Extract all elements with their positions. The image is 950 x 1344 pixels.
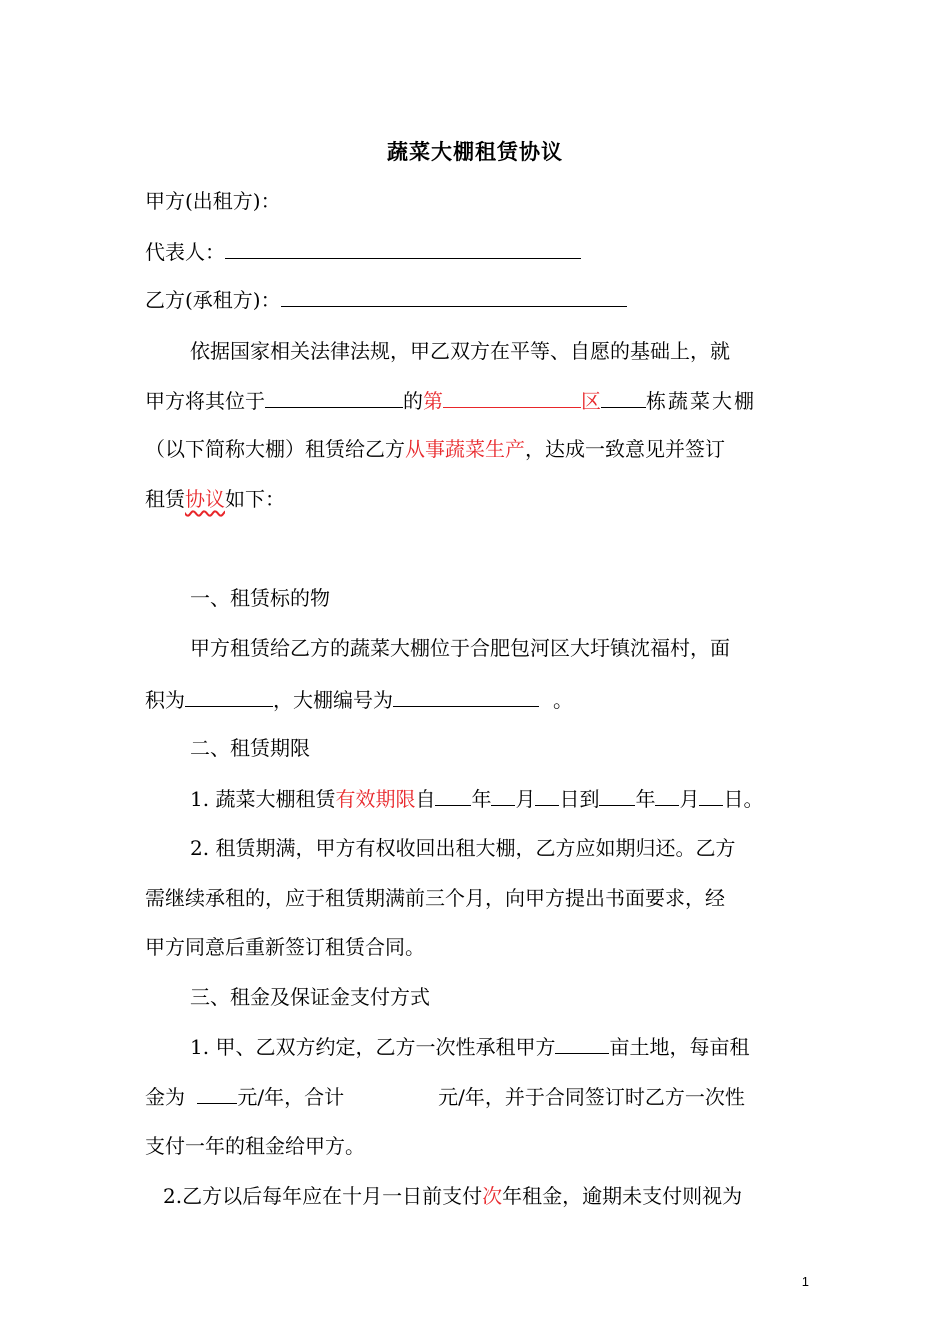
- greenhouse-number-blank[interactable]: [393, 684, 539, 707]
- end-year-label: 年: [635, 787, 656, 811]
- section-2-item-2-line-3: 甲方同意后重新签订租赁合同。: [145, 935, 425, 959]
- section-1-line-1: 甲方租赁给乙方的蔬菜大棚位于合肥包河区大圩镇沈福村，面: [190, 636, 730, 660]
- intro-line-1: 依据国家相关法律法规，甲乙双方在平等、自愿的基础上，就: [190, 339, 730, 363]
- party-b-label: 乙方(承租方)：: [145, 288, 281, 312]
- representative-blank[interactable]: [225, 236, 581, 259]
- intro-agreement-word: 协议: [185, 487, 225, 511]
- end-day-blank[interactable]: [699, 783, 723, 806]
- intro-of: 的: [403, 389, 423, 413]
- intro-zone-prefix: 第: [423, 389, 443, 413]
- end-month-blank[interactable]: [655, 783, 679, 806]
- rent-per-mu-label: 金为: [145, 1085, 192, 1109]
- end-year-blank[interactable]: [599, 783, 635, 806]
- rent-per-mu-blank[interactable]: [197, 1081, 237, 1104]
- annual-rent-next: 次: [482, 1184, 503, 1208]
- rent-payment-terms: 元/年，并于合同签订时乙方一次性: [438, 1085, 745, 1109]
- end-day-label: 日。: [723, 787, 764, 811]
- start-day-blank[interactable]: [535, 783, 559, 806]
- intro-line-3c: ，达成一致意见并签订: [525, 437, 725, 461]
- area-label: 积为: [145, 688, 185, 712]
- location-blank[interactable]: [265, 385, 403, 408]
- acreage-blank[interactable]: [555, 1031, 609, 1054]
- section-2-item-1: [145, 783, 815, 814]
- start-year-blank[interactable]: [435, 783, 471, 806]
- intro-line-3: [145, 434, 815, 464]
- annual-rent-intro: 2.乙方以后每年应在十月一日前支付: [163, 1184, 483, 1208]
- section-2-heading: 二、租赁期限: [190, 736, 310, 760]
- party-b-blank[interactable]: [281, 284, 627, 307]
- section-3-item-2-line-1: [145, 1181, 815, 1211]
- intro-line-4: [145, 484, 815, 514]
- term-label: 1. 蔬菜大棚租赁: [190, 787, 336, 811]
- rent-total-label: 元/年，合计: [237, 1085, 345, 1109]
- start-month-label: 月: [515, 787, 536, 811]
- page-title: 蔬菜大棚租赁协议: [387, 139, 563, 164]
- intro-purpose: 从事蔬菜生产: [405, 437, 525, 461]
- section-3-item-1-line-2: [145, 1081, 815, 1112]
- annual-rent-terms: 年租金，逾期未支付则视为: [502, 1184, 743, 1208]
- intro-line-2: [145, 385, 815, 416]
- start-year-label: 年: [471, 787, 492, 811]
- term-from: 自: [415, 787, 436, 811]
- section-2-item-2-line-1: 2. 租赁期满，甲方有权收回出租大棚，乙方应如期归还。乙方: [190, 836, 736, 860]
- party-b-line: [145, 284, 815, 315]
- zone-blank[interactable]: [443, 385, 581, 408]
- section-3-heading: 三、租金及保证金支付方式: [190, 985, 430, 1009]
- intro-line-4a: 租赁: [145, 487, 185, 511]
- building-blank[interactable]: [601, 385, 646, 408]
- party-a-label: 甲方(出租方)：: [145, 189, 281, 213]
- section-3-item-1-line-3: 支付一年的租金给甲方。: [145, 1134, 365, 1158]
- rent-intro: 1. 甲、乙双方约定，乙方一次性承租甲方: [190, 1035, 556, 1059]
- section-1-period: 。: [553, 688, 573, 712]
- greenhouse-number-label: ，大棚编号为: [273, 688, 393, 712]
- end-month-label: 月: [679, 787, 700, 811]
- intro-building-label: 栋蔬菜大棚: [646, 389, 756, 413]
- intro-line-3a: （以下简称大棚）租赁给乙方: [145, 437, 405, 461]
- section-1-heading: 一、租赁标的物: [190, 586, 330, 610]
- term-validity: 有效期限: [335, 787, 416, 811]
- intro-zone-suffix: 区: [581, 389, 601, 413]
- section-1-line-2: [145, 684, 815, 715]
- section-2-item-2-line-2: 需继续承租的，应于租赁期满前三个月，向甲方提出书面要求，经: [145, 886, 725, 910]
- representative-label: 代表人：: [145, 240, 225, 264]
- start-month-blank[interactable]: [491, 783, 515, 806]
- intro-location-label: 甲方将其位于: [145, 389, 265, 413]
- page-number: 1: [801, 1274, 809, 1289]
- section-3-item-1-line-1: [145, 1031, 815, 1062]
- representative-line: [145, 236, 815, 267]
- start-day-label: 日到: [559, 787, 600, 811]
- area-blank[interactable]: [185, 684, 273, 707]
- intro-line-4c: 如下：: [225, 487, 285, 511]
- acreage-label: 亩土地，每亩租: [609, 1035, 750, 1059]
